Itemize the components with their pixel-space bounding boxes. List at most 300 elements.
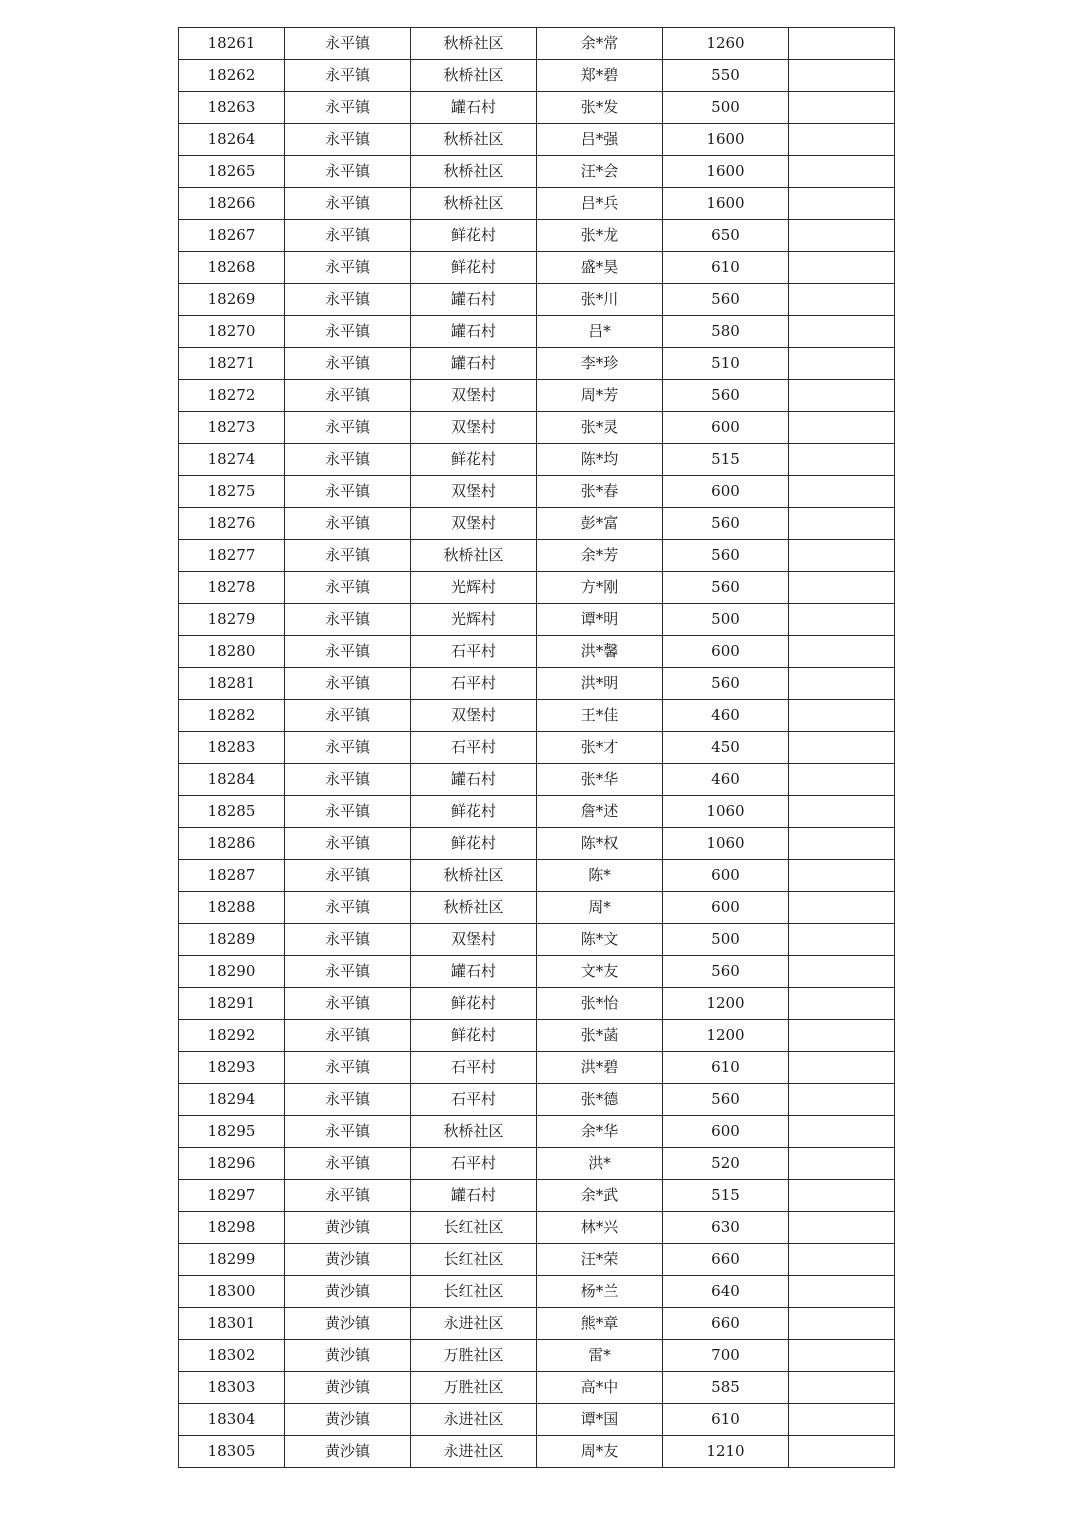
remark-cell — [789, 412, 895, 444]
table-row — [179, 252, 895, 284]
village-cell: 永进社区 — [411, 1436, 537, 1468]
town-cell: 永平镇 — [285, 444, 411, 476]
table-row — [179, 1404, 895, 1436]
remark-cell — [789, 252, 895, 284]
table-row — [179, 1436, 895, 1468]
name-cell: 文*友 — [537, 956, 663, 988]
remark-cell — [789, 732, 895, 764]
village-cell: 秋桥社区 — [411, 28, 537, 60]
name-cell: 洪*碧 — [537, 1052, 663, 1084]
record-number-cell: 18277 — [179, 540, 285, 572]
amount-cell: 560 — [663, 380, 789, 412]
name-cell: 洪*馨 — [537, 636, 663, 668]
remark-cell — [789, 508, 895, 540]
amount-cell: 500 — [663, 92, 789, 124]
name-cell: 余*华 — [537, 1116, 663, 1148]
village-cell: 双堡村 — [411, 380, 537, 412]
remark-cell — [789, 1212, 895, 1244]
amount-cell: 500 — [663, 924, 789, 956]
town-cell: 永平镇 — [285, 668, 411, 700]
remark-cell — [789, 1372, 895, 1404]
remark-cell — [789, 604, 895, 636]
record-number-cell: 18269 — [179, 284, 285, 316]
village-cell: 秋桥社区 — [411, 188, 537, 220]
village-cell: 长红社区 — [411, 1276, 537, 1308]
amount-cell: 580 — [663, 316, 789, 348]
table-row — [179, 1308, 895, 1340]
amount-cell: 1600 — [663, 156, 789, 188]
record-number-cell: 18297 — [179, 1180, 285, 1212]
table-row — [179, 892, 895, 924]
town-cell: 永平镇 — [285, 124, 411, 156]
remark-cell — [789, 1244, 895, 1276]
record-number-cell: 18305 — [179, 1436, 285, 1468]
table-row — [179, 956, 895, 988]
town-cell: 永平镇 — [285, 1148, 411, 1180]
town-cell: 永平镇 — [285, 1116, 411, 1148]
remark-cell — [789, 1180, 895, 1212]
table-row — [179, 220, 895, 252]
town-cell: 永平镇 — [285, 316, 411, 348]
name-cell: 周*芳 — [537, 380, 663, 412]
record-number-cell: 18288 — [179, 892, 285, 924]
village-cell: 鲜花村 — [411, 796, 537, 828]
table-row — [179, 348, 895, 380]
village-cell: 双堡村 — [411, 700, 537, 732]
table-row — [179, 1244, 895, 1276]
remark-cell — [789, 636, 895, 668]
record-number-cell: 18281 — [179, 668, 285, 700]
town-cell: 永平镇 — [285, 1084, 411, 1116]
amount-cell: 600 — [663, 892, 789, 924]
amount-cell: 560 — [663, 572, 789, 604]
name-cell: 杨*兰 — [537, 1276, 663, 1308]
town-cell: 永平镇 — [285, 1052, 411, 1084]
record-number-cell: 18268 — [179, 252, 285, 284]
town-cell: 永平镇 — [285, 1020, 411, 1052]
village-cell: 长红社区 — [411, 1244, 537, 1276]
record-number-cell: 18283 — [179, 732, 285, 764]
amount-cell: 700 — [663, 1340, 789, 1372]
record-number-cell: 18262 — [179, 60, 285, 92]
village-cell: 永进社区 — [411, 1404, 537, 1436]
remark-cell — [789, 284, 895, 316]
remark-cell — [789, 1084, 895, 1116]
record-number-cell: 18295 — [179, 1116, 285, 1148]
name-cell: 张*德 — [537, 1084, 663, 1116]
village-cell: 秋桥社区 — [411, 1116, 537, 1148]
village-cell: 石平村 — [411, 668, 537, 700]
record-number-cell: 18264 — [179, 124, 285, 156]
remark-cell — [789, 156, 895, 188]
village-cell: 鲜花村 — [411, 988, 537, 1020]
town-cell: 永平镇 — [285, 348, 411, 380]
table-row — [179, 796, 895, 828]
remark-cell — [789, 700, 895, 732]
record-number-cell: 18294 — [179, 1084, 285, 1116]
amount-cell: 560 — [663, 508, 789, 540]
name-cell: 汪*荣 — [537, 1244, 663, 1276]
table-row — [179, 1276, 895, 1308]
amount-cell: 1600 — [663, 124, 789, 156]
name-cell: 王*佳 — [537, 700, 663, 732]
record-number-cell: 18300 — [179, 1276, 285, 1308]
village-cell: 罐石村 — [411, 92, 537, 124]
village-cell: 石平村 — [411, 636, 537, 668]
remark-cell — [789, 764, 895, 796]
village-cell: 罐石村 — [411, 764, 537, 796]
village-cell: 秋桥社区 — [411, 60, 537, 92]
town-cell: 黄沙镇 — [285, 1404, 411, 1436]
record-number-cell: 18292 — [179, 1020, 285, 1052]
town-cell: 永平镇 — [285, 92, 411, 124]
table-row — [179, 668, 895, 700]
name-cell: 盛*昊 — [537, 252, 663, 284]
remark-cell — [789, 1116, 895, 1148]
table-row — [179, 412, 895, 444]
remark-cell — [789, 60, 895, 92]
remark-cell — [789, 1020, 895, 1052]
village-cell: 光辉村 — [411, 572, 537, 604]
remark-cell — [789, 476, 895, 508]
record-number-cell: 18299 — [179, 1244, 285, 1276]
amount-cell: 650 — [663, 220, 789, 252]
table-row — [179, 860, 895, 892]
amount-cell: 560 — [663, 956, 789, 988]
remark-cell — [789, 1404, 895, 1436]
amount-cell: 600 — [663, 412, 789, 444]
town-cell: 永平镇 — [285, 284, 411, 316]
town-cell: 永平镇 — [285, 860, 411, 892]
amount-cell: 1260 — [663, 28, 789, 60]
town-cell: 永平镇 — [285, 1180, 411, 1212]
amount-cell: 640 — [663, 1276, 789, 1308]
record-number-cell: 18280 — [179, 636, 285, 668]
town-cell: 永平镇 — [285, 604, 411, 636]
village-cell: 秋桥社区 — [411, 540, 537, 572]
remark-cell — [789, 796, 895, 828]
name-cell: 余*武 — [537, 1180, 663, 1212]
table-row — [179, 380, 895, 412]
remark-cell — [789, 956, 895, 988]
village-cell: 永进社区 — [411, 1308, 537, 1340]
table-row — [179, 284, 895, 316]
table-row — [179, 1084, 895, 1116]
town-cell: 永平镇 — [285, 540, 411, 572]
table-row — [179, 1340, 895, 1372]
record-number-cell: 18291 — [179, 988, 285, 1020]
remark-cell — [789, 988, 895, 1020]
town-cell: 永平镇 — [285, 380, 411, 412]
table-row — [179, 732, 895, 764]
town-cell: 黄沙镇 — [285, 1212, 411, 1244]
amount-cell: 630 — [663, 1212, 789, 1244]
town-cell: 黄沙镇 — [285, 1340, 411, 1372]
table-row — [179, 188, 895, 220]
village-cell: 双堡村 — [411, 508, 537, 540]
record-number-cell: 18279 — [179, 604, 285, 636]
village-cell: 石平村 — [411, 1052, 537, 1084]
village-cell: 秋桥社区 — [411, 124, 537, 156]
table-row — [179, 444, 895, 476]
town-cell: 永平镇 — [285, 60, 411, 92]
amount-cell: 560 — [663, 540, 789, 572]
record-number-cell: 18263 — [179, 92, 285, 124]
name-cell: 张*怡 — [537, 988, 663, 1020]
remark-cell — [789, 668, 895, 700]
town-cell: 黄沙镇 — [285, 1308, 411, 1340]
town-cell: 永平镇 — [285, 220, 411, 252]
record-number-cell: 18290 — [179, 956, 285, 988]
name-cell: 陈*文 — [537, 924, 663, 956]
table-row — [179, 700, 895, 732]
amount-cell: 585 — [663, 1372, 789, 1404]
amount-cell: 560 — [663, 1084, 789, 1116]
remark-cell — [789, 540, 895, 572]
town-cell: 永平镇 — [285, 956, 411, 988]
amount-cell: 610 — [663, 252, 789, 284]
remark-cell — [789, 348, 895, 380]
record-number-cell: 18285 — [179, 796, 285, 828]
remark-cell — [789, 380, 895, 412]
name-cell: 林*兴 — [537, 1212, 663, 1244]
record-number-cell: 18274 — [179, 444, 285, 476]
amount-cell: 1210 — [663, 1436, 789, 1468]
record-number-cell: 18282 — [179, 700, 285, 732]
amount-cell: 460 — [663, 700, 789, 732]
record-number-cell: 18261 — [179, 28, 285, 60]
village-cell: 双堡村 — [411, 924, 537, 956]
table-row — [179, 60, 895, 92]
table-body — [179, 28, 895, 1468]
table-row — [179, 1180, 895, 1212]
table-row — [179, 1052, 895, 1084]
name-cell: 余*芳 — [537, 540, 663, 572]
remark-cell — [789, 828, 895, 860]
table-row — [179, 572, 895, 604]
name-cell: 汪*会 — [537, 156, 663, 188]
town-cell: 永平镇 — [285, 732, 411, 764]
remark-cell — [789, 924, 895, 956]
name-cell: 周*友 — [537, 1436, 663, 1468]
town-cell: 永平镇 — [285, 764, 411, 796]
amount-cell: 1200 — [663, 988, 789, 1020]
name-cell: 陈* — [537, 860, 663, 892]
name-cell: 张*川 — [537, 284, 663, 316]
table-row — [179, 1020, 895, 1052]
table-row — [179, 92, 895, 124]
record-number-cell: 18273 — [179, 412, 285, 444]
amount-cell: 1600 — [663, 188, 789, 220]
record-number-cell: 18302 — [179, 1340, 285, 1372]
record-number-cell: 18266 — [179, 188, 285, 220]
record-number-cell: 18270 — [179, 316, 285, 348]
table-row — [179, 540, 895, 572]
amount-cell: 600 — [663, 476, 789, 508]
name-cell: 陈*权 — [537, 828, 663, 860]
record-number-cell: 18276 — [179, 508, 285, 540]
village-cell: 罐石村 — [411, 284, 537, 316]
name-cell: 周* — [537, 892, 663, 924]
remark-cell — [789, 28, 895, 60]
record-number-cell: 18286 — [179, 828, 285, 860]
table-row — [179, 988, 895, 1020]
record-number-cell: 18287 — [179, 860, 285, 892]
amount-cell: 560 — [663, 668, 789, 700]
table-row — [179, 508, 895, 540]
record-number-cell: 18271 — [179, 348, 285, 380]
remark-cell — [789, 572, 895, 604]
town-cell: 黄沙镇 — [285, 1276, 411, 1308]
name-cell: 张*才 — [537, 732, 663, 764]
town-cell: 永平镇 — [285, 412, 411, 444]
data-table — [178, 27, 895, 1468]
record-number-cell: 18301 — [179, 1308, 285, 1340]
record-number-cell: 18289 — [179, 924, 285, 956]
remark-cell — [789, 316, 895, 348]
village-cell: 罐石村 — [411, 956, 537, 988]
amount-cell: 660 — [663, 1308, 789, 1340]
town-cell: 永平镇 — [285, 828, 411, 860]
table-row — [179, 828, 895, 860]
record-number-cell: 18304 — [179, 1404, 285, 1436]
remark-cell — [789, 1276, 895, 1308]
table-row — [179, 28, 895, 60]
name-cell: 洪*明 — [537, 668, 663, 700]
town-cell: 永平镇 — [285, 700, 411, 732]
name-cell: 高*中 — [537, 1372, 663, 1404]
name-cell: 彭*富 — [537, 508, 663, 540]
village-cell: 双堡村 — [411, 476, 537, 508]
village-cell: 鲜花村 — [411, 828, 537, 860]
village-cell: 鲜花村 — [411, 252, 537, 284]
amount-cell: 515 — [663, 1180, 789, 1212]
village-cell: 罐石村 — [411, 316, 537, 348]
name-cell: 洪* — [537, 1148, 663, 1180]
record-number-cell: 18278 — [179, 572, 285, 604]
record-number-cell: 18293 — [179, 1052, 285, 1084]
amount-cell: 600 — [663, 860, 789, 892]
record-number-cell: 18267 — [179, 220, 285, 252]
name-cell: 余*常 — [537, 28, 663, 60]
amount-cell: 600 — [663, 1116, 789, 1148]
remark-cell — [789, 1052, 895, 1084]
record-number-cell: 18296 — [179, 1148, 285, 1180]
table-row — [179, 1116, 895, 1148]
amount-cell: 515 — [663, 444, 789, 476]
table-row — [179, 316, 895, 348]
amount-cell: 600 — [663, 636, 789, 668]
name-cell: 方*刚 — [537, 572, 663, 604]
village-cell: 鲜花村 — [411, 1020, 537, 1052]
name-cell: 张*菡 — [537, 1020, 663, 1052]
village-cell: 双堡村 — [411, 412, 537, 444]
village-cell: 石平村 — [411, 732, 537, 764]
town-cell: 永平镇 — [285, 476, 411, 508]
name-cell: 郑*碧 — [537, 60, 663, 92]
amount-cell: 610 — [663, 1052, 789, 1084]
amount-cell: 560 — [663, 284, 789, 316]
amount-cell: 660 — [663, 1244, 789, 1276]
town-cell: 黄沙镇 — [285, 1244, 411, 1276]
table-row — [179, 636, 895, 668]
table-row — [179, 1148, 895, 1180]
record-number-cell: 18275 — [179, 476, 285, 508]
village-cell: 长红社区 — [411, 1212, 537, 1244]
remark-cell — [789, 220, 895, 252]
name-cell: 陈*均 — [537, 444, 663, 476]
town-cell: 永平镇 — [285, 188, 411, 220]
town-cell: 黄沙镇 — [285, 1436, 411, 1468]
amount-cell: 550 — [663, 60, 789, 92]
town-cell: 永平镇 — [285, 924, 411, 956]
remark-cell — [789, 1340, 895, 1372]
remark-cell — [789, 1436, 895, 1468]
village-cell: 罐石村 — [411, 1180, 537, 1212]
table-row — [179, 924, 895, 956]
remark-cell — [789, 860, 895, 892]
village-cell: 秋桥社区 — [411, 892, 537, 924]
remark-cell — [789, 92, 895, 124]
name-cell: 吕* — [537, 316, 663, 348]
village-cell: 罐石村 — [411, 348, 537, 380]
town-cell: 永平镇 — [285, 572, 411, 604]
remark-cell — [789, 892, 895, 924]
table-row — [179, 764, 895, 796]
remark-cell — [789, 444, 895, 476]
record-number-cell: 18298 — [179, 1212, 285, 1244]
village-cell: 石平村 — [411, 1084, 537, 1116]
remark-cell — [789, 1148, 895, 1180]
table-row — [179, 476, 895, 508]
name-cell: 张*发 — [537, 92, 663, 124]
table-row — [179, 1212, 895, 1244]
amount-cell: 510 — [663, 348, 789, 380]
name-cell: 张*灵 — [537, 412, 663, 444]
village-cell: 鲜花村 — [411, 220, 537, 252]
amount-cell: 520 — [663, 1148, 789, 1180]
remark-cell — [789, 188, 895, 220]
town-cell: 永平镇 — [285, 508, 411, 540]
name-cell: 张*春 — [537, 476, 663, 508]
table-row — [179, 156, 895, 188]
name-cell: 吕*强 — [537, 124, 663, 156]
amount-cell: 1060 — [663, 828, 789, 860]
village-cell: 秋桥社区 — [411, 860, 537, 892]
name-cell: 熊*章 — [537, 1308, 663, 1340]
name-cell: 李*珍 — [537, 348, 663, 380]
record-number-cell: 18284 — [179, 764, 285, 796]
record-number-cell: 18303 — [179, 1372, 285, 1404]
amount-cell: 1200 — [663, 1020, 789, 1052]
village-cell: 鲜花村 — [411, 444, 537, 476]
village-cell: 万胜社区 — [411, 1372, 537, 1404]
amount-cell: 610 — [663, 1404, 789, 1436]
village-cell: 秋桥社区 — [411, 156, 537, 188]
town-cell: 永平镇 — [285, 796, 411, 828]
town-cell: 永平镇 — [285, 988, 411, 1020]
name-cell: 雷* — [537, 1340, 663, 1372]
record-number-cell: 18272 — [179, 380, 285, 412]
village-cell: 石平村 — [411, 1148, 537, 1180]
town-cell: 永平镇 — [285, 892, 411, 924]
name-cell: 谭*国 — [537, 1404, 663, 1436]
table-row — [179, 124, 895, 156]
amount-cell: 460 — [663, 764, 789, 796]
village-cell: 万胜社区 — [411, 1340, 537, 1372]
name-cell: 吕*兵 — [537, 188, 663, 220]
amount-cell: 450 — [663, 732, 789, 764]
